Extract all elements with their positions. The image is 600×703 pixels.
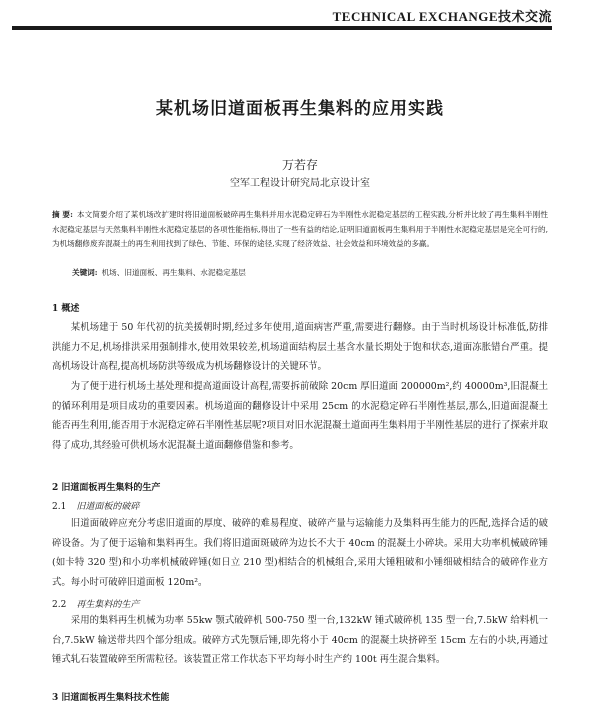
- subsection-number: 2.2: [52, 600, 67, 610]
- article-title: 某机场旧道面板再生集料的应用实践: [156, 99, 444, 119]
- author-affiliation: 空军工程设计研究局北京设计室: [230, 178, 370, 189]
- abstract: [52, 208, 548, 252]
- section-heading-3: 3 旧道面板再生集料技术性能: [52, 693, 170, 703]
- body-paragraph: 某机场建于 50 年代初的抗美援朝时期,经过多年使用,道面病害严重,需要进行翻修。由于当时机场设计标准低,防排洪能力不足,机场排洪采用强制排水,使用效果较差,机场道面结构层土基含水量长期处于饱和状态,道面冻胀错台严重。提高机场设计高程,提高机场防洪等级成为机场翻修设计的关键环节。: [52, 322, 548, 372]
- author-name: 万若存: [281, 158, 318, 172]
- header-rule: [12, 29, 552, 30]
- subsection-heading-2-2: [52, 597, 139, 610]
- column-tag: TECHNICAL EXCHANGE技术交流: [332, 9, 552, 24]
- keywords-text: 机场、旧道面板、再生集料、水泥稳定基层: [101, 268, 246, 277]
- body-paragraph: 旧道面破碎应充分考虑旧道面的厚度、破碎的难易程度、破碎产量与运输能力及集料再生能力的匹配,选择合适的破碎设备。为了便于运输和集料再生。我们将旧道面斑破碎为边长不大于 40cm 的混凝土小碎块。采用大功率机械破碎锤(如卡特 320 型)和小功率机械破碎锤(如日立 210 型)相结合的机械组合,采用大锤粗破和小锤细破相结合的破碎作业方式。每小时可破碎旧道面板 120m²。: [52, 518, 548, 588]
- body-paragraph: 采用的集料再生机械为功率 55kw 颚式破碎机 500-750 型一台,132kW 锤式破碎机 135 型一台,7.5kW 给料机一台,7.5kW 输送带共四个部分组成。破碎方式先颚后锤,即先将小于 40cm 的混凝土块挤碎至 15cm 左右的小块,再通过锤式轧石装置破碎至所需粒径。该装置正常工作状态下平均每小时生产约 100t 再生混合集料。: [52, 615, 548, 665]
- journal-header: [12, 4, 552, 29]
- section-heading-1: 1 概述: [52, 304, 80, 314]
- subsection-title: 再生集料的生产: [76, 600, 140, 610]
- section-heading-2: 2 旧道面板再生集料的生产: [52, 483, 161, 493]
- keywords-label: 关键词:: [72, 268, 98, 277]
- body-paragraph: 为了便于进行机场土基处理和提高道面设计高程,需要拆前破除 20cm 厚旧道面 200000m²,约 40000m³,旧混凝土的循环利用是项目成功的重要因素。机场道面的翻修设计中采用 25cm 的水泥稳定碎石半刚性基层,那么,旧道面混凝土能否再生利用,能否用于水泥稳定碎石半刚性基层呢?项目对旧水泥混凝土道面再生集料用于半刚性基层的进行了探索并取得了成功,其经验可供机场水泥混凝土道面翻修借鉴和参考。: [52, 381, 548, 451]
- abstract-label: 摘 要:: [52, 210, 73, 219]
- subsection-heading-2-1: [52, 499, 139, 512]
- abstract-text: 本文简要介绍了某机场改扩建时将旧道面板破碎再生集料并用水泥稳定碎石为半刚性水泥稳定基层的工程实践,分析并比较了再生集料半刚性水泥稳定基层与天然集料半刚性水泥稳定基层的各项性能指标,得出了一些有益的结论,证明旧道面板再生集料用于半刚性水泥稳定基层是完全可行的,为机场翻修废弃混凝土的再生利用找到了绿色、节能、环保的途径,实现了经济效益、社会效益和环境效益的多赢。: [52, 210, 548, 248]
- subsection-title: 旧道面板的破碎: [76, 502, 140, 512]
- keywords: [72, 267, 548, 279]
- subsection-number: 2.1: [52, 502, 67, 512]
